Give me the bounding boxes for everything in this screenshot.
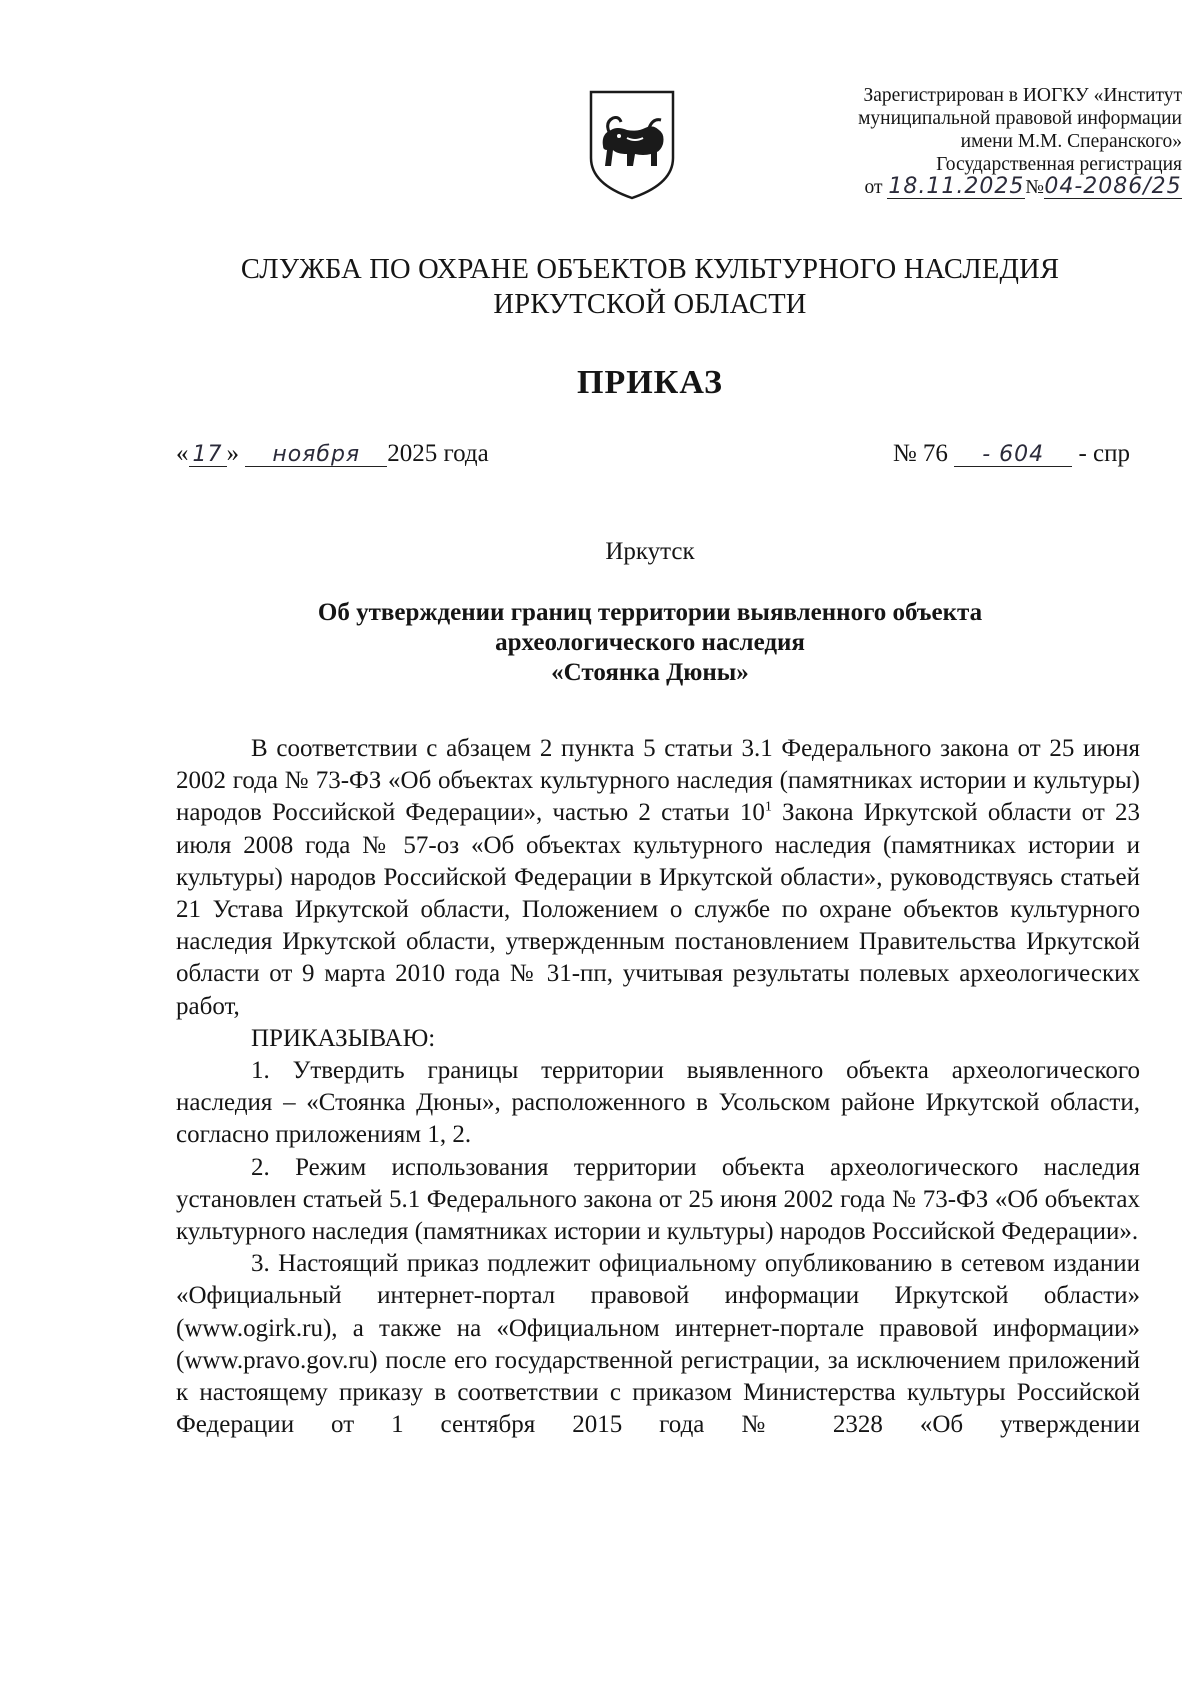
- order-number-prefix: № 76: [892, 440, 948, 467]
- registration-from-label: от: [864, 177, 883, 198]
- organization-name: [150, 252, 1150, 322]
- coat-of-arms-icon: [587, 88, 677, 202]
- registration-date-row: [700, 176, 1182, 199]
- subject-line-3: «Стоянка Дюны»: [551, 659, 749, 686]
- subject-line-2: археологического наследия: [495, 629, 805, 656]
- order-date: [176, 440, 489, 468]
- order-number: [893, 440, 1130, 468]
- item-1: 1. Утвердить границы территории выявленного объекта археологического наследия – «Стоянка Дюны», расположенного в Усольском районе Иркутской области, согласно приложениям 1, 2.: [176, 1057, 1140, 1149]
- order-number-suffix: - спр: [1078, 440, 1130, 467]
- registration-num-label: №: [1025, 177, 1044, 198]
- city: Иркутск: [605, 538, 695, 565]
- date-open-quote: «: [176, 440, 189, 467]
- registration-line-3: имени М.М. Сперанского»: [960, 131, 1182, 152]
- preamble-part-1: В соответствии с абзацем 2 пункта 5 статьи 3.1 Федерального закона от 25 июня 2002 года № 73-ФЗ «Об объектах культурного наследия (памятниках истории и культуры) народов Российской Федерации», частью 2 статьи 10: [176, 735, 1140, 827]
- preamble-part-2: Закона Иркутской области от 23 июля 2008 года № 57-оз «Об объектах культурного наследия (памятниках истории и культуры) народов Российской Федерации в Иркутской области», руководствуясь статьей 21 Устава Иркутской области, Положением о службе по охране объектов культурного наследия Иркутской области, утвержденным постановлением Правительства Иркутской области от 9 марта 2010 года № 31-пп, учитывая результаты полевых археологических работ,: [176, 799, 1140, 1020]
- item-2: 2. Режим использования территории объекта археологического наследия установлен статьей 5.1 Федерального закона от 25 июня 2002 года № 73-ФЗ «Об объектах культурного наследия (памятниках истории и культуры) народов Российской Федерации».: [176, 1153, 1140, 1246]
- registration-date: 18.11.2025: [888, 174, 1025, 199]
- preamble-superscript: 1: [764, 800, 772, 816]
- registration-line-4: Государственная регистрация: [936, 154, 1182, 175]
- subject-line-1: Об утверждении границ территории выявленного объекта: [317, 599, 983, 626]
- date-day: 17: [189, 444, 227, 467]
- document-type: ПРИКАЗ: [577, 364, 723, 401]
- registration-stamp: [700, 84, 1182, 199]
- registration-line-1: Зарегистрирован в ИОГКУ «Институт: [863, 85, 1182, 106]
- item-3: 3. Настоящий приказ подлежит официальному опубликованию в сетевом издании «Официальный интернет-портал правовой информации Иркутской области» (www.ogirk.ru), а также на «Официальном интернет-портале правовой информации» (www.pravo.gov.ru) после его государственной регистрации, за исключением приложений к настоящему приказу в соответствии с приказом Министерства культуры Российской Федерации от 1 сентября 2015 года № 2328 «Об утверждении: [176, 1250, 1140, 1439]
- organization-line-2: ИРКУТСКОЙ ОБЛАСТИ: [493, 289, 807, 320]
- organization-line-1: СЛУЖБА ПО ОХРАНЕ ОБЪЕКТОВ КУЛЬТУРНОГО НАСЛЕДИЯ: [240, 254, 1060, 285]
- registration-number: 04-2086/25: [1044, 174, 1182, 199]
- registration-line-2: муниципальной правовой информации: [858, 108, 1182, 129]
- order-subject: [200, 598, 1100, 688]
- date-close-quote: »: [226, 440, 239, 467]
- order-body: [176, 733, 1140, 1441]
- order-number-handwritten: - 604: [954, 444, 1072, 467]
- date-year: 2025 года: [387, 440, 489, 467]
- preamble-paragraph: [176, 733, 1140, 1023]
- date-month: ноября: [245, 444, 387, 467]
- order-word: ПРИКАЗЫВАЮ:: [251, 1024, 436, 1052]
